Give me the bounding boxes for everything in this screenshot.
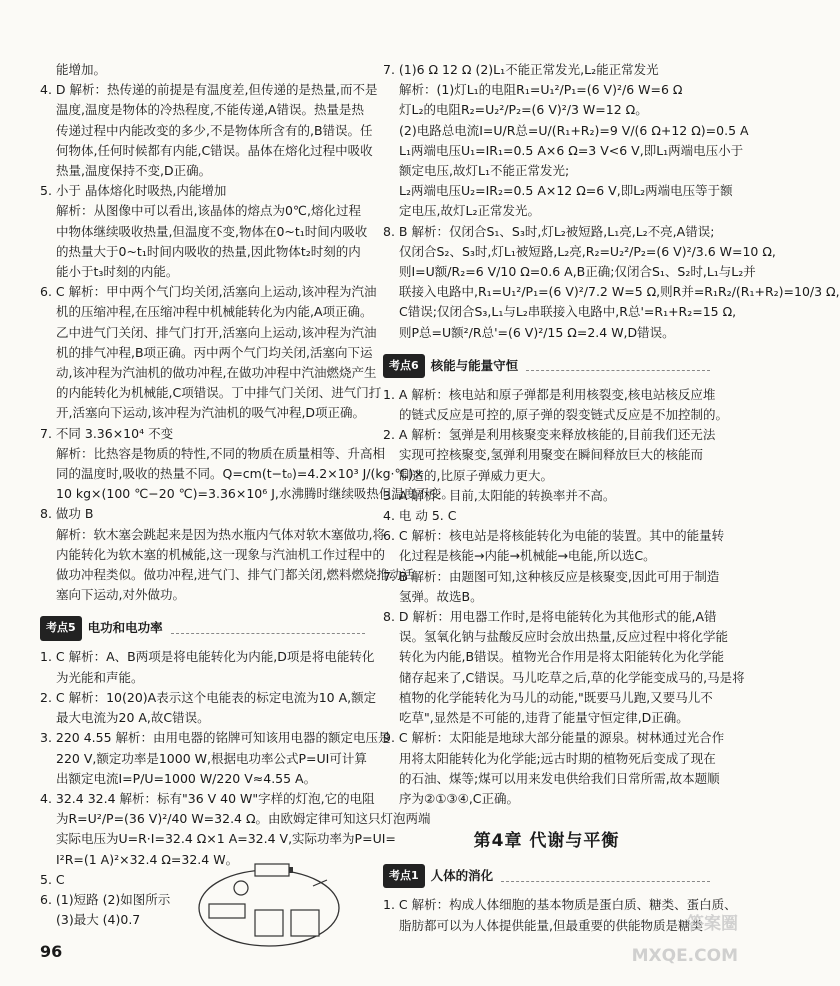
text-line: 能小于t₃时刻的内能。 [56, 264, 179, 280]
text-line: 2. C 解析：10(20)A表示这个电能表的标定电流为10 A,额定 [40, 689, 377, 705]
text-line: 的内能转化为机械能,C项错误。丁中排气门关闭、进气门打 [56, 385, 382, 401]
text-line: 何物体,任何时候都有内能,C错误。晶体在熔化过程中吸收 [56, 142, 373, 158]
text-line: 化过程是核能→内能→机械能→电能,所以选C。 [399, 548, 656, 564]
text-line: 5. C [40, 871, 65, 887]
text-line: 乙中进气门关闭、排气门打开,活塞向上运动,该冲程为汽油 [56, 324, 377, 340]
rheostat [209, 904, 245, 918]
text-line: 吃草",显然是不可能的,违背了能量守恒定律,D正确。 [399, 710, 689, 726]
text-line: 6. C 解析：核电站是将核能转化为电能的装置。其中的能量转 [383, 528, 725, 544]
section-header-1 [383, 865, 710, 887]
text-line: 解析：软木塞会跳起来是因为热水瓶内气体对软木塞做功,将 [56, 526, 385, 542]
battery-terminal [289, 867, 293, 873]
text-line: 储存起来了,C错误。马儿吃草之后,草的化学能变成马的,马是将 [399, 669, 745, 685]
text-line: 220 V,额定功率是1000 W,根据电功率公式P=UI可计算 [56, 750, 367, 766]
section-rule [171, 623, 365, 634]
text-line: (3)最大 (4)0.7 [56, 912, 141, 928]
text-line: 灯L₂的电阻R₂=U₂²/P₂=(6 V)²/3 W=12 Ω。 [399, 102, 648, 118]
text-line: 动,该冲程为汽油机的做功冲程,在做功冲程中汽油燃烧产生 [56, 365, 377, 381]
text-line: 氢弹。故选B。 [399, 588, 483, 604]
text-line: 解析：从图像中可以看出,该晶体的熔点为0℃,熔化过程 [56, 203, 361, 219]
ammeter [255, 910, 283, 936]
text-line: 机的压缩冲程,在压缩冲程中机械能转化为内能,A项正确。 [56, 304, 373, 320]
text-line: 的热量大于0~t₁时间内吸收的热量,因此物体t₂时刻的内 [56, 243, 361, 259]
text-line: 6. C 解析：甲中两个气门均关闭,活塞向上运动,该冲程为汽油 [40, 284, 377, 300]
text-line: 则I=U额/R₂=6 V/10 Ω=0.6 A,B正确;仅闭合S₁、S₂时,L₁与L₂并 [399, 264, 756, 280]
chapter-title: 第4章 代谢与平衡 [473, 831, 620, 852]
text-line: 实际电压为U=R·I=32.4 Ω×1 A=32.4 V,实际功率为P=UI= [56, 831, 396, 847]
section-header-5 [40, 617, 365, 639]
section-rule [501, 871, 710, 882]
text-line: 8. 做功 B [40, 506, 94, 522]
section-title: 核能与能量守恒 [430, 357, 519, 373]
text-line: 仅闭合S₂、S₃时,灯L₁被短路,L₂亮,R₂=U₂²/P₂=(6 V)²/3.6 W=10 Ω, [399, 243, 776, 259]
section-badge: 考点1 [383, 864, 425, 888]
text-line: 1. C 解析：构成人体细胞的基本物质是蛋白质、糖类、蛋白质、 [383, 897, 737, 913]
section-badge: 考点5 [40, 616, 82, 640]
text-line: 解析：比热容是物质的特性,不同的物质在质量相等、升高相 [56, 445, 385, 461]
text-line: 植物的化学能转化为马儿的动能,"既要马儿跑,又要马儿不 [399, 689, 713, 705]
section-badge: 考点6 [383, 354, 425, 378]
voltmeter [291, 910, 319, 936]
text-line: 1. C 解析：A、B两项是将电能转化为内能,D项是将电能转化 [40, 649, 375, 665]
text-line: 误。氢氧化钠与盐酸反应时会放出热量,反应过程中将化学能 [399, 629, 728, 645]
text-line: L₂两端电压U₂=IR₂=0.5 A×12 Ω=6 V,即L₂两端电压等于额 [399, 183, 733, 199]
section-rule [526, 360, 710, 371]
text-line: 传递过程中内能改变的多少,不是物体所含有的,B错误。任 [56, 122, 373, 138]
section-title: 人体的消化 [430, 868, 494, 884]
text-line: 中物体继续吸收热量,但温度不变,物体在0~t₁时间内吸收 [56, 223, 368, 239]
text-line: 4. 电 动 5. C [383, 508, 457, 524]
text-line: 的石油、煤等;煤可以用来发电供给我们日常所需,故本题顺 [399, 770, 720, 786]
text-line: L₁两端电压U₁=IR₁=0.5 A×6 Ω=3 V<6 V,即L₁两端电压小于 [399, 142, 744, 158]
text-line: 脂肪都可以为人体提供能量,但最重要的供能物质是糖类 [399, 917, 703, 933]
text-line: 10 kg×(100 ℃−20 ℃)=3.36×10⁶ J,水沸腾时继续吸热但温度不变。 [56, 486, 454, 502]
watermark [608, 908, 738, 978]
text-line: 序为②①③④,C正确。 [399, 790, 520, 806]
text-line: 定电压,故灯L₂正常发光。 [399, 203, 540, 219]
right-answers-2 [383, 385, 745, 809]
text-line: C错误;仅闭合S₃,L₁与L₂串联接入电路中,R总'=R₁+R₂=15 Ω, [399, 304, 737, 320]
text-line: 内能转化为软木塞的机械能,这一现象与汽油机工作过程中的 [56, 546, 385, 562]
text-line: 出额定电流I=P/U=1000 W/220 V≈4.55 A。 [56, 770, 317, 786]
text-line: 最大电流为20 A,故C错误。 [56, 710, 210, 726]
text-line: 8. B 解析：仅闭合S₁、S₃时,灯L₂被短路,L₁亮,L₂不亮,A错误; [383, 223, 715, 239]
text-line: 热量,温度保持不变,D正确。 [56, 163, 212, 179]
text-line: 制造的,比原子弹威力更大。 [399, 467, 553, 483]
text-line: 6. (1)短路 (2)如图所示 [40, 891, 171, 907]
text-line: 塞向下运动,对外做功。 [56, 587, 185, 603]
text-line: 3. A 解析：目前,太阳能的转换率并不高。 [383, 487, 616, 503]
circuit-diagram [195, 858, 343, 950]
text-line: (2)电路总电流I=U/R总=U/(R₁+R₂)=9 V/(6 Ω+12 Ω)=0.5 A [399, 122, 749, 138]
text-line: 7. B 解析：由题图可知,这种核反应是核聚变,因此可用于制造 [383, 568, 720, 584]
text-line: 5. 小于 晶体熔化时吸热,内能增加 [40, 183, 227, 199]
text-line: 机的排气冲程,B项正确。丙中两个气门均关闭,活塞向下运 [56, 344, 373, 360]
text-line: 则P总=U额²/R总'=(6 V)²/15 Ω=2.4 W,D错误。 [399, 324, 675, 340]
page-number: 96 [40, 942, 63, 961]
text-line: 能增加。 [56, 62, 107, 77]
text-line: 4. D 解析：热传递的前提是有温度差,但传递的是热量,而不是 [40, 82, 378, 98]
text-line: 9. C 解析：太阳能是地球大部分能量的源泉。树林通过光合作 [383, 730, 725, 746]
text-line: 7. (1)6 Ω 12 Ω (2)L₁不能正常发光,L₂能正常发光 [383, 62, 659, 77]
text-line: 开,活塞向下运动,该冲程为汽油机的吸气冲程,D项正确。 [56, 405, 366, 421]
watermark-line: MXQE.COM [631, 946, 738, 966]
text-line: 同的温度时,吸收的热量不同。Q=cm(t−t₀)=4.2×10³ J/(kg·℃)× [56, 466, 424, 482]
text-line: 用将太阳能转化为化学能;远古时期的植物死后变成了现在 [399, 750, 716, 766]
section-title: 电功和电功率 [87, 620, 163, 636]
text-line: 做功冲程类似。做功冲程,进气门、排气门都关闭,燃料燃烧推动活 [56, 567, 414, 583]
right-answers-1 [383, 60, 840, 343]
text-line: 实现可控核聚变,氢弹利用聚变在瞬间释放巨大的核能而 [399, 447, 703, 463]
text-line: 2. A 解析：氢弹是利用核聚变来释放核能的,目前我们还无法 [383, 427, 716, 443]
text-line: 温度,温度是物体的冷热程度,不能传递,A错误。热量是热 [56, 102, 364, 118]
battery [255, 864, 289, 876]
section-header-6 [383, 355, 710, 377]
text-line: 1. A 解析：核电站和原子弹都是利用核裂变,核电站核反应堆 [383, 386, 716, 402]
text-line: 3. 220 4.55 解析：由用电器的铭牌可知该用电器的额定电压是 [40, 730, 391, 746]
lamp-icon [234, 881, 248, 895]
text-line: 为光能和声能。 [56, 669, 144, 685]
text-line: 额定电压,故灯L₁不能正常发光; [399, 163, 570, 179]
watermark-line: 答案圈 [687, 914, 738, 934]
text-line: 7. 不同 3.36×10⁴ 不变 [40, 425, 174, 441]
text-line: 4. 32.4 32.4 解析：标有"36 V 40 W"字样的灯泡,它的电阻 [40, 790, 375, 806]
text-line: 联接入电路中,R₁=U₁²/P₁=(6 V)²/7.2 W=5 Ω,则R并=R₁R₂/(R₁+R₂)=10/3 Ω, [399, 284, 840, 300]
text-line: I²R=(1 A)²×32.4 Ω=32.4 W。 [56, 851, 239, 867]
text-line: 转化为内能,B错误。植物光合作用是将太阳能转化为化学能 [399, 649, 725, 665]
text-line: 解析：(1)灯L₁的电阻R₁=U₁²/P₁=(6 V)²/6 W=6 Ω [399, 82, 683, 98]
text-line: 的链式反应是可控的,原子弹的裂变链式反应是不加控制的。 [399, 407, 728, 423]
text-line: 8. D 解析：用电器工作时,是将电能转化为其他形式的能,A错 [383, 609, 717, 625]
text-line: 为R=U²/P=(36 V)²/40 W=32.4 Ω。由欧姆定律可知这只灯泡两端 [56, 811, 431, 827]
